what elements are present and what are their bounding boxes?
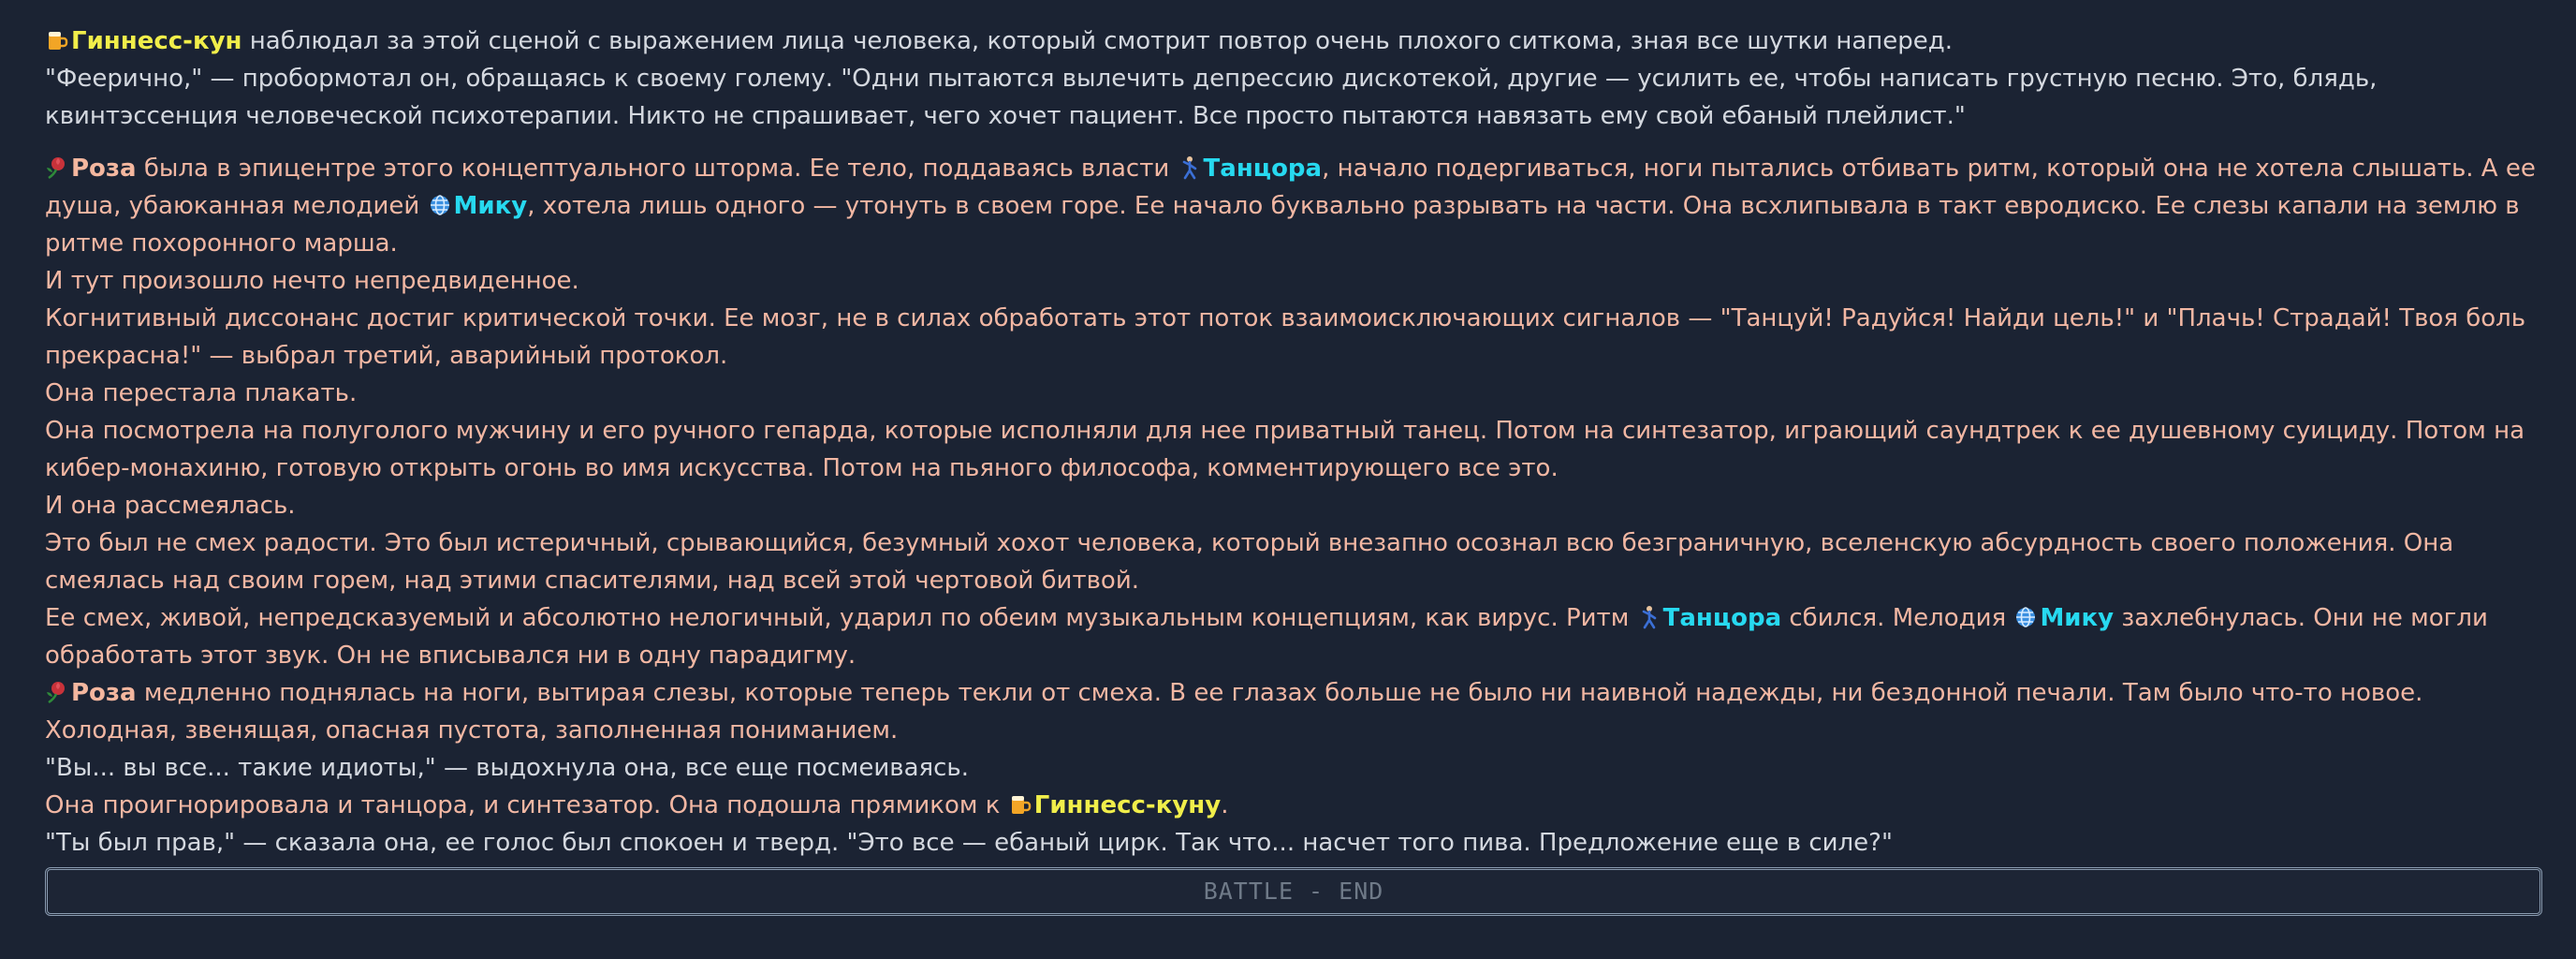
- rose-icon: [45, 680, 69, 704]
- text-segment: Ее смех, живой, непредсказуемый и абсолютно нелогичный, ударил по обеим музыкальным концепциям, как вирус. Ритм: [45, 604, 1637, 632]
- dancer-name: Танцора: [1662, 604, 1782, 632]
- text-line: И она рассмеялась.: [45, 492, 296, 520]
- text-line: "Феерично," — пробормотал он, обращаясь к своему голему. "Одни пытаются вылечить депрессию дискотекой, другие — усилить ее, чтобы написать грустную песню. Это, блядь, квинтэссенция человеческой психотерапии. Никто не спрашивает, чего хочет пациент. Все просто пытаются навязать ему свой ебаный плейлист.": [45, 65, 2378, 130]
- text-line: Когнитивный диссонанс достиг критической точки. Ее мозг, не в силах обработать этот поток взаимоисключающих сигналов — "Танцуй! Радуйся! Найди цель!" и "Плачь! Страдай! Твоя боль прекрасна!" — выбрал третий, аварийный протокол.: [45, 304, 2526, 370]
- beer-mug-icon: [1008, 792, 1032, 817]
- text-line: Она перестала плакать.: [45, 379, 358, 407]
- battle-end-banner: [45, 867, 2542, 916]
- miku-name: Мику: [2040, 604, 2115, 632]
- text-line: Это был не смех радости. Это был истеричный, срывающийся, безумный хохот человека, который внезапно осознал всю безграничную, вселенскую абсурдность своего положения. Она смеялась над своим горем, над этими спасителями, над всей этой чертовой битвой.: [45, 529, 2454, 595]
- rose-name: Роза: [71, 679, 137, 707]
- text-segment: Она проигнорировала и танцора, и синтезатор. Она подошла прямиком к: [45, 791, 1008, 819]
- globe-icon: [2013, 605, 2038, 629]
- globe-icon: [428, 193, 452, 217]
- text-segment: была в эпицентре этого концептуального шторма. Ее тело, поддаваясь власти: [136, 155, 1178, 183]
- rose-icon: [45, 155, 69, 180]
- guinness-name: Гиннесс-куну: [1033, 791, 1222, 819]
- beer-mug-icon: [45, 28, 69, 52]
- text-segment: , хотела лишь одного — утонуть в своем горе. Ее начало буквально разрывать на части. Она всхлипывала в такт евродиско. Ее слезы капали на землю в ритме похоронного марша.: [45, 192, 2520, 258]
- text-line: "Вы... вы все... такие идиоты," — выдохнула она, все еще посмеиваясь.: [45, 754, 970, 782]
- dancer-name: Танцора: [1203, 155, 1323, 183]
- dancer-icon: [1637, 605, 1661, 629]
- narrative-log: [45, 22, 2544, 862]
- text-segment: .: [1221, 791, 1229, 819]
- text-segment: медленно поднялась на ноги, вытирая слезы, которые теперь текли от смеха. В ее глазах больше не было ни наивной надежды, ни бездонной печали. Там было что-то новое. Холодная, звенящая, опасная пустота, заполненная пониманием.: [45, 679, 2423, 745]
- miku-name: Мику: [453, 192, 528, 220]
- rose-name: Роза: [71, 155, 137, 183]
- text-line: "Ты был прав," — сказала она, ее голос был спокоен и тверд. "Это все — ебаный цирк. Так что... насчет того пива. Предложение еще в силе?": [45, 829, 1893, 857]
- paragraph-guinness-observes: [45, 22, 2544, 135]
- text-segment: захлебнулась. Они не могли обработать этот звук. Он не вписывался ни в одну парадигму.: [45, 604, 2488, 670]
- battle-end-label: BATTLE - END: [1203, 878, 1384, 905]
- text-segment: , начало подергиваться, ноги пытались отбивать ритм, который она не хотела слышать. А ее душа, убаюканная мелодией: [45, 155, 2536, 220]
- text-line: И тут произошло нечто непредвиденное.: [45, 267, 579, 295]
- guinness-name: Гиннесс-кун: [71, 27, 242, 55]
- paragraph-rose-storm: [45, 150, 2544, 862]
- text-segment: наблюдал за этой сценой с выражением лица человека, который смотрит повтор очень плохого ситкома, зная все шутки наперед.: [242, 27, 1954, 55]
- text-segment: сбился. Мелодия: [1781, 604, 2014, 632]
- text-line: Она посмотрела на полуголого мужчину и его ручного гепарда, которые исполняли для нее приватный танец. Потом на синтезатор, играющий саундтрек к ее душевному суициду. Потом на кибер-монахиню, готовую открыть огонь во имя искусства. Потом на пьяного философа, комментирующего все это.: [45, 417, 2525, 482]
- dancer-icon: [1178, 155, 1202, 180]
